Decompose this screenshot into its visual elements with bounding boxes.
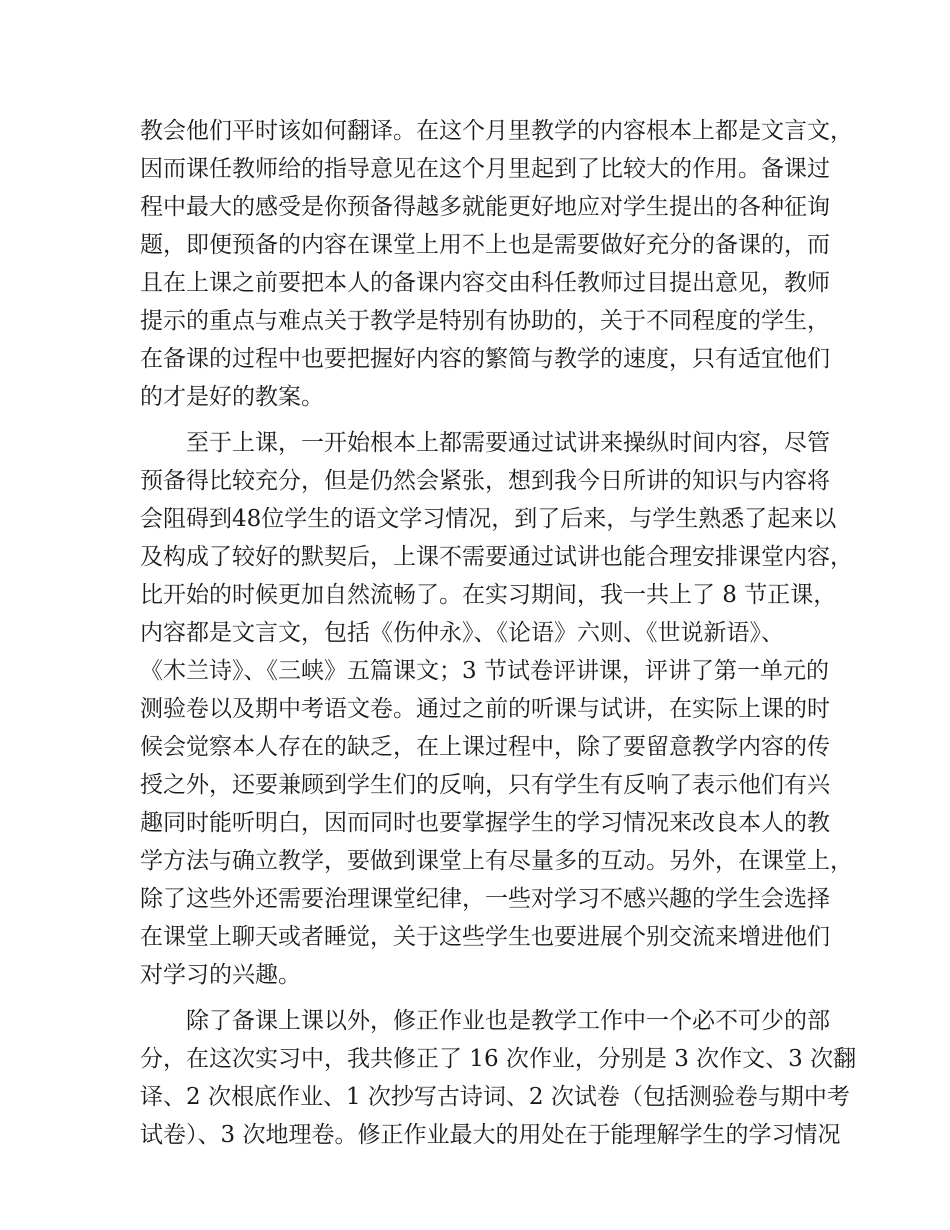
text-line: 会阻碍到48位学生的语文学习情况，到了后来，与学生熟悉了起来以 (140, 506, 837, 532)
paragraph-teaching-class (140, 424, 853, 994)
text-line: 至于上课，一开始根本上都需要通过试讲来操纵时间内容，尽管 (140, 430, 830, 456)
text-line: 提示的重点与难点关于教学是特别有协助的，关于不同程度的学生， (140, 308, 830, 334)
text-line: 试卷）、3 次地理卷。修正作业最大的用处在于能理解学生的学习情况 (140, 1122, 841, 1148)
text-line: 及构成了较好的默契后，上课不需要通过试讲也能合理安排课堂内容， (140, 544, 853, 570)
text-line: 比开始的时候更加自然流畅了。在实习期间，我一共上了 8 节正课， (140, 582, 837, 608)
text-line: 授之外，还要兼顾到学生们的反响，只有学生有反响了表示他们有兴 (140, 772, 830, 798)
paragraph-lesson-preparation (140, 112, 853, 416)
text-line: 《木兰诗》、《三峡》五篇课文；3 节试卷评讲课，评讲了第一单元的 (140, 658, 829, 684)
paragraph-homework-correction (140, 1002, 857, 1154)
text-line: 且在上课之前要把本人的备课内容交由科任教师过目提出意见，教师 (140, 270, 830, 296)
text-line: 测验卷以及期中考语文卷。通过之前的听课与试讲，在实际上课的时 (140, 696, 830, 722)
text-line: 候会觉察本人存在的缺乏，在上课过程中，除了要留意教学内容的传 (140, 734, 830, 760)
text-line: 教会他们平时该如何翻译。在这个月里教学的内容根本上都是文言文， (140, 118, 853, 144)
text-line: 题，即便预备的内容在课堂上用不上也是需要做好充分的备课的，而 (140, 232, 830, 258)
text-line: 程中最大的感受是你预备得越多就能更好地应对学生提出的各种征询 (140, 194, 830, 220)
text-line: 分，在这次实习中，我共修正了 16 次作业，分别是 3 次作文、3 次翻 (140, 1046, 857, 1072)
text-line: 趣同时能听明白，因而同时也要掌握学生的学习情况来改良本人的教 (140, 810, 830, 836)
text-line: 的才是好的教案。 (140, 384, 324, 410)
text-line: 在课堂上聊天或者睡觉，关于这些学生也要进展个别交流来增进他们 (140, 924, 830, 950)
text-line: 学方法与确立教学，要做到课堂上有尽量多的互动。另外，在课堂上， (140, 848, 853, 874)
text-line: 除了这些外还需要治理课堂纪律，一些对学习不感兴趣的学生会选择 (140, 886, 830, 912)
text-line: 在备课的过程中也要把握好内容的繁简与教学的速度，只有适宜他们 (140, 346, 830, 372)
text-line: 内容都是文言文，包括《伤仲永》、《论语》六则、《世说新语》、 (140, 620, 784, 646)
document-body (140, 112, 857, 1162)
text-line: 预备得比较充分，但是仍然会紧张，想到我今日所讲的知识与内容将 (140, 468, 830, 494)
text-line: 译、2 次根底作业、1 次抄写古诗词、2 次试卷（包括测验卷与期中考 (140, 1084, 850, 1110)
text-line: 除了备课上课以外，修正作业也是教学工作中一个必不可少的部 (140, 1008, 830, 1034)
text-line: 对学习的兴趣。 (140, 962, 301, 988)
text-line: 因而课任教师给的指导意见在这个月里起到了比较大的作用。备课过 (140, 156, 830, 182)
